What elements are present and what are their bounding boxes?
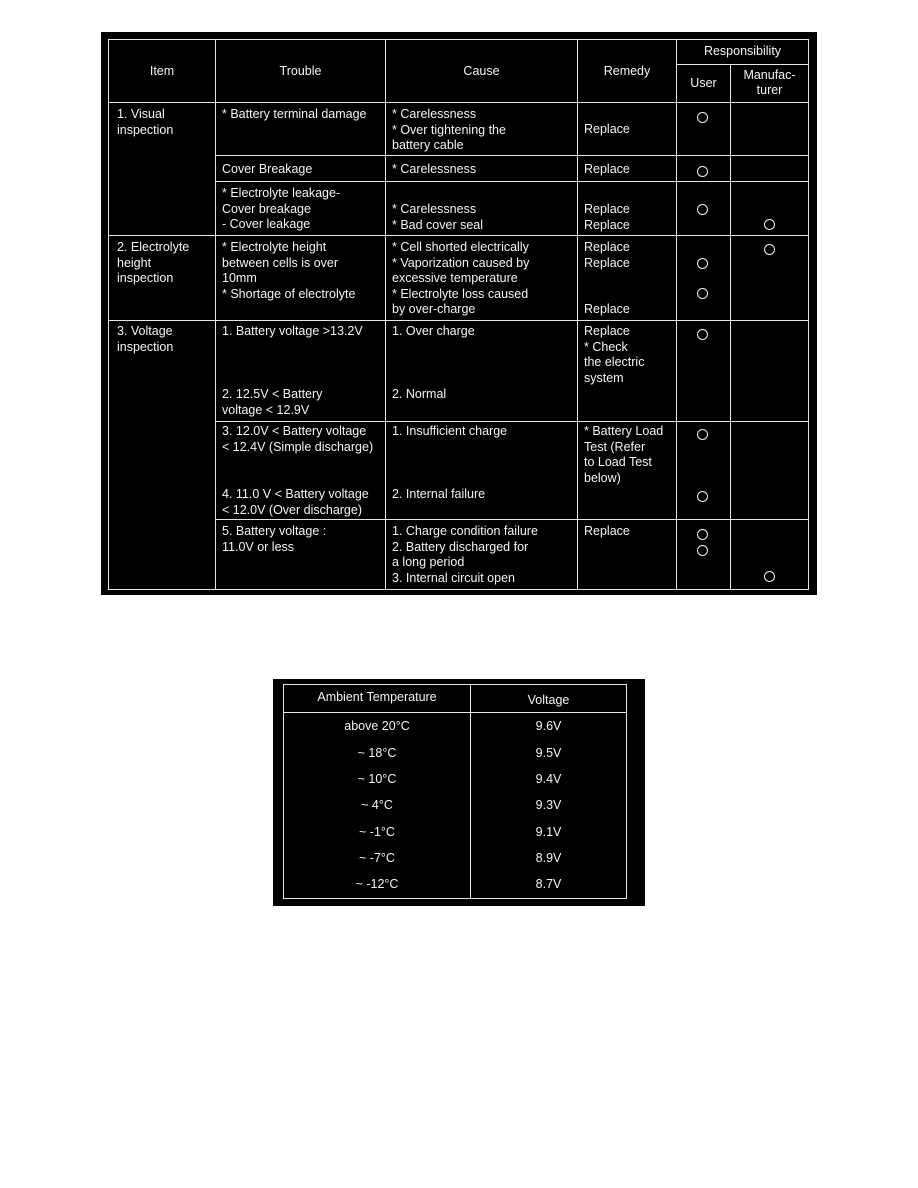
header-trouble: Trouble [279,64,322,78]
header-manufacturer: Manufac- turer [743,68,796,97]
item-voltage-inspection: 3. Voltage inspection [117,324,174,354]
voltage-cell: 9.1V [535,825,562,839]
user-responsibility-mark [697,545,708,556]
header-remedy: Remedy [603,64,651,78]
item-visual-inspection: 1. Visual inspection [117,107,174,137]
voltage-cell: 9.5V [535,746,562,760]
header-cause: Cause [463,64,500,78]
manufacturer-responsibility-mark [764,571,775,582]
cause-cell: * Carelessness [392,162,477,176]
trouble-cell: * Battery terminal damage [222,107,367,121]
user-responsibility-mark [697,429,708,440]
voltage-cell: 9.6V [535,719,562,733]
trouble-cell: 4. 11.0 V < Battery voltage < 12.0V (Over discharge) [222,487,369,517]
remedy-cell: Replace Replace [584,202,630,232]
header-responsibility: Responsibility [703,44,782,58]
load-test-table-grid [273,679,645,906]
user-responsibility-mark [697,329,708,340]
trouble-cell: 5. Battery voltage : 11.0V or less [222,524,327,554]
cause-cell: 1. Insufficient charge [392,424,508,438]
user-responsibility-mark [697,204,708,215]
header-item: Item [149,64,175,78]
trouble-cell: 3. 12.0V < Battery voltage < 12.4V (Simple discharge) [222,424,374,454]
temperature-cell: above 20°C [344,719,410,733]
header-user: User [690,76,717,90]
voltage-cell: 8.7V [535,877,562,891]
remedy-cell: Replace [584,162,630,176]
cause-cell: 2. Normal [392,387,447,401]
temperature-cell: ~ 4°C [361,798,393,812]
remedy-cell: Replace * Check the electric system [584,324,645,385]
temperature-cell: ~ -12°C [355,877,399,891]
voltage-cell: 9.3V [535,798,562,812]
user-responsibility-mark [697,491,708,502]
cause-cell: * Carelessness * Bad cover seal [392,202,484,232]
trouble-cell: * Electrolyte height between cells is over 10mm * Shortage of electrolyte [222,240,356,301]
user-responsibility-mark [697,258,708,269]
manufacturer-responsibility-mark [764,244,775,255]
cause-cell: * Cell shorted electrically * Vaporization caused by excessive temperature * Electrolyte loss caused by over-charge [392,240,530,316]
trouble-cell: 2. 12.5V < Battery voltage < 12.9V [222,387,323,417]
temperature-cell: ~ -7°C [359,851,395,865]
temperature-cell: ~ 10°C [357,772,397,786]
user-responsibility-mark [697,112,708,123]
cause-cell: 2. Internal failure [392,487,486,501]
user-responsibility-mark [697,166,708,177]
trouble-cell: Cover Breakage [222,162,313,176]
manufacturer-responsibility-mark [764,219,775,230]
load-test-table [273,679,645,906]
temperature-cell: ~ -1°C [359,825,395,839]
remedy-cell: Replace [584,122,630,136]
temperature-cell: ~ 18°C [357,746,397,760]
user-responsibility-mark [697,288,708,299]
trouble-cell: * Electrolyte leakage- Cover breakage - Cover leakage [222,186,341,231]
voltage-cell: 9.4V [535,772,562,786]
trouble-cell: 1. Battery voltage >13.2V [222,324,363,338]
inspection-table [101,32,817,595]
user-responsibility-mark [697,529,708,540]
header-ambient-temperature: Ambient Temperature [317,690,437,704]
item-electrolyte-inspection: 2. Electrolyte height inspection [117,240,190,285]
cause-cell: 1. Over charge [392,324,475,338]
cause-cell: * Carelessness * Over tightening the battery cable [392,107,506,152]
remedy-cell: * Battery Load Test (Refer to Load Test below) [584,424,664,485]
cause-cell: 1. Charge condition failure 2. Battery discharged for a long period 3. Internal circuit open [392,524,538,585]
header-voltage: Voltage [527,693,570,707]
remedy-cell: Replace [584,524,630,538]
remedy-cell: Replace Replace Replace [584,240,630,316]
voltage-cell: 8.9V [535,851,562,865]
